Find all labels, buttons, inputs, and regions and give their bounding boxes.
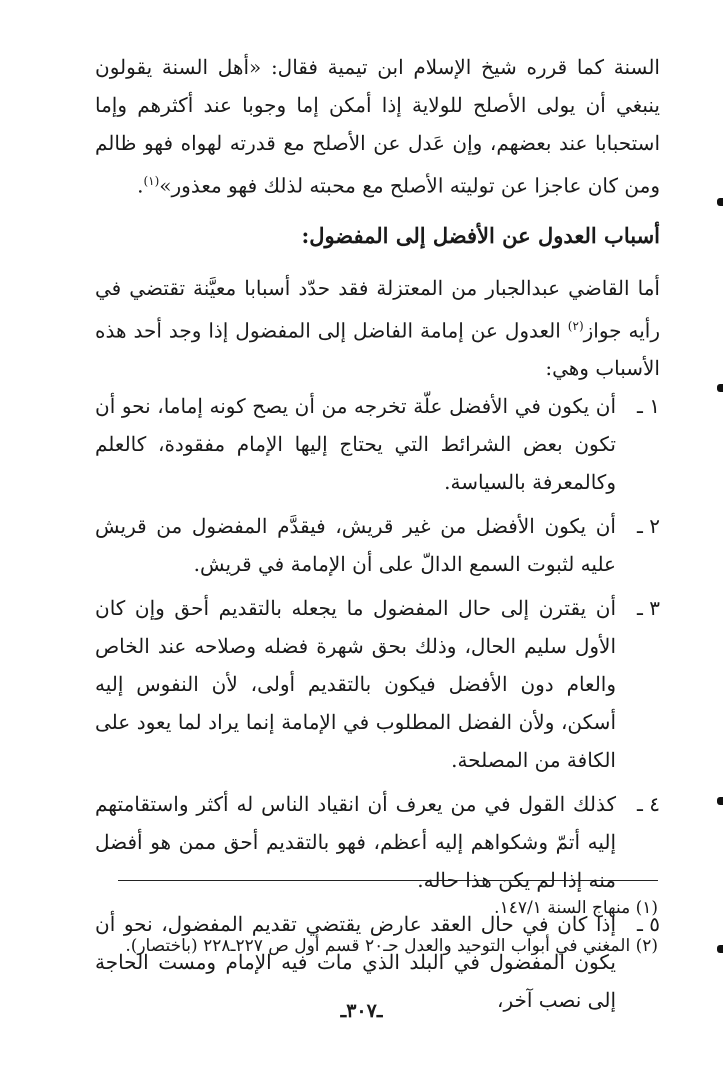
qadi-text-1: أما القاضي عبدالجبار من المعتزلة فقد حدّد أسبابا معيَّنة تقتضي في رأيه جواز <box>95 275 660 343</box>
intro-end: . <box>137 173 144 198</box>
intro-paragraph <box>95 48 660 205</box>
page-body <box>95 48 660 1025</box>
footnote-2: (٢) المغني في أبواب التوحيد والعدل حـ٢٠ قسم أول ص ٢٢٧ـ٢٢٨ (باختصار). <box>125 936 658 956</box>
footnote-ref-1[interactable]: (١) <box>143 174 160 188</box>
qadi-paragraph <box>95 269 660 388</box>
qadi-text-2: العدول عن إمامة الفاضل إلى المفضول إذا وجد أحد هذه الأسباب وهي: <box>95 318 660 381</box>
footnotes-section <box>118 880 658 967</box>
footnote-1: (١) منهاج السنة ١٤٧/١. <box>494 898 658 918</box>
list-item-text: إذا كان في حال العقد عارض يقتضي تقديم المفضول، نحو أن يكون المفضول في البلد الذي مات فيه الإمام ومست الحاجة إلى نصب آخر، <box>95 912 616 1013</box>
list-item-text: أن يقترن إلى حال المفضول ما يجعله بالتقديم أحق وإن كان الأول سليم الحال، وذلك بحق شهرة فضله وصلاحه عند الخاص والعام دون الأفضل فيكون بالتقديم أولى، لأن النفوس إليه أسكن، ولأن الفضل المطلوب في الإمامة إنما يراد لما يعود على الكافة من المصلحة. <box>95 596 616 773</box>
edge-mark <box>717 198 723 206</box>
list-item-number: ٤ ـ <box>637 792 660 817</box>
list-item-number: ٥ ـ <box>637 912 660 937</box>
edge-mark <box>717 945 723 953</box>
list-item <box>95 387 660 501</box>
list-item-number: ٣ ـ <box>637 596 660 621</box>
edge-mark <box>717 797 723 805</box>
list-item-text: أن يكون الأفضل من غير قريش، فيقدَّم المفضول من قريش عليه لثبوت السمع الدالّ على أن الإمامة في قريش. <box>95 514 616 577</box>
footnote-ref-2[interactable]: (٢) <box>567 318 584 333</box>
section-heading: أسباب العدول عن الأفضل إلى المفضول: <box>301 222 660 248</box>
intro-text: السنة كما قرره شيخ الإسلام ابن تيمية فقال: «أهل السنة يقولون ينبغي أن يولى الأصلح للولاية إذا أمكن إما وجوبا عند أكثرهم وإما استحبابا عند بعضهم، وإن عَدل عن الأصلح مع قدرته لهواه فهو ظالم ومن كان عاجزا عن توليته الأصلح مع محبته لذلك فهو معذور» <box>95 55 660 198</box>
page-number: ـ٣٠٧ـ <box>340 1000 383 1022</box>
list-item-text: كذلك القول في من يعرف أن انقياد الناس له أكثر واستقامتهم إليه أتمّ وشكواهم إليه أعظم، فهو بالتقديم أحق ممن هو أفضل منه إذا لم يكن هذا حاله. <box>95 792 616 893</box>
list-item <box>95 507 660 583</box>
list-item-number: ١ ـ <box>637 394 660 419</box>
list-item-number: ٢ ـ <box>637 514 660 539</box>
edge-mark <box>717 384 723 392</box>
list-item <box>95 589 660 779</box>
list-item-text: أن يكون في الأفضل علّة تخرجه من أن يصح كونه إماما، نحو أن تكون بعض الشرائط التي يحتاج إليها الإمام مفقودة، كالعلم وكالمعرفة بالسياسة. <box>95 394 616 495</box>
